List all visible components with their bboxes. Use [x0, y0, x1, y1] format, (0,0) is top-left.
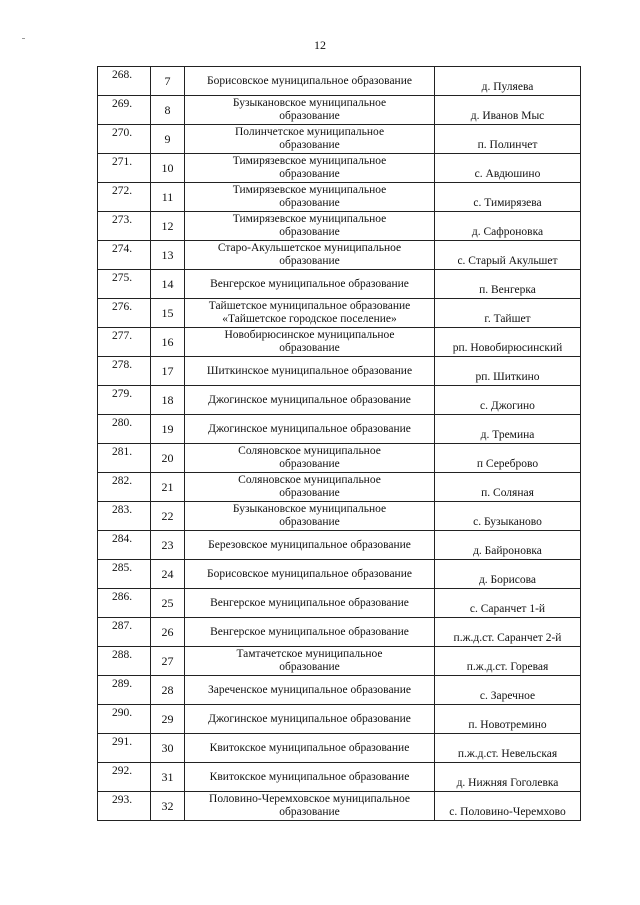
- municipality-name-line: Тимирязевское муниципальное: [232, 155, 387, 167]
- table-body: [98, 67, 581, 821]
- settlement-name: п.ж.д.ст. Горевая: [435, 647, 581, 676]
- table-row: [98, 183, 581, 212]
- table-row: [98, 386, 581, 415]
- row-number: 276.: [98, 299, 151, 328]
- row-index: 25: [151, 589, 185, 618]
- municipality-name-line: образование: [279, 197, 340, 209]
- municipality-name: [185, 154, 435, 183]
- municipality-name-line: Джогинское муниципальное образование: [208, 393, 411, 406]
- row-index: 11: [151, 183, 185, 212]
- municipality-name-line: образование: [279, 255, 340, 267]
- row-index: 29: [151, 705, 185, 734]
- row-number: 270.: [98, 125, 151, 154]
- row-index: 8: [151, 96, 185, 125]
- row-number: 280.: [98, 415, 151, 444]
- table-row: [98, 705, 581, 734]
- municipality-name-line: образование: [279, 226, 340, 238]
- municipality-name-line: Джогинское муниципальное образование: [208, 422, 411, 435]
- row-number: 292.: [98, 763, 151, 792]
- municipality-name-line: Тимирязевское муниципальное: [232, 213, 387, 225]
- row-number: 285.: [98, 560, 151, 589]
- municipality-name-line: Бузыкановское муниципальное: [232, 97, 387, 109]
- row-index: 28: [151, 676, 185, 705]
- row-number: 275.: [98, 270, 151, 299]
- municipality-name: [185, 618, 435, 647]
- row-number: 279.: [98, 386, 151, 415]
- municipality-name: [185, 734, 435, 763]
- municipality-name: [185, 183, 435, 212]
- settlement-name: д. Байроновка: [435, 531, 581, 560]
- settlement-name: п Сереброво: [435, 444, 581, 473]
- row-number: 282.: [98, 473, 151, 502]
- row-index: 16: [151, 328, 185, 357]
- municipality-name: [185, 531, 435, 560]
- settlement-name: с. Саранчет 1-й: [435, 589, 581, 618]
- municipality-name-line: Венгерское муниципальное образование: [210, 596, 409, 609]
- municipality-name: [185, 125, 435, 154]
- table-row: [98, 415, 581, 444]
- settlement-name: с. Авдюшино: [435, 154, 581, 183]
- settlement-name: д. Тремина: [435, 415, 581, 444]
- row-index: 27: [151, 647, 185, 676]
- row-number: 284.: [98, 531, 151, 560]
- table-row: [98, 328, 581, 357]
- municipality-name-line: образование: [279, 168, 340, 180]
- table-row: [98, 212, 581, 241]
- row-index: 24: [151, 560, 185, 589]
- municipality-name: [185, 212, 435, 241]
- row-index: 10: [151, 154, 185, 183]
- row-number: 291.: [98, 734, 151, 763]
- row-index: 21: [151, 473, 185, 502]
- table-row: [98, 241, 581, 270]
- row-number: 281.: [98, 444, 151, 473]
- row-number: 290.: [98, 705, 151, 734]
- page-number: 12: [314, 38, 326, 52]
- settlement-name: с. Старый Акульшет: [435, 241, 581, 270]
- municipality-name-line: Венгерское муниципальное образование: [210, 277, 409, 290]
- municipality-name: [185, 328, 435, 357]
- municipality-name-line: образование: [279, 806, 340, 818]
- municipality-name-line: образование: [279, 342, 340, 354]
- row-number: 271.: [98, 154, 151, 183]
- table-row: [98, 67, 581, 96]
- municipality-name: [185, 270, 435, 299]
- municipality-name: [185, 357, 435, 386]
- table-row: [98, 96, 581, 125]
- row-number: 288.: [98, 647, 151, 676]
- table-row: [98, 792, 581, 821]
- municipality-name-line: образование: [279, 458, 340, 470]
- municipality-name-line: Борисовское муниципальное образование: [207, 74, 412, 87]
- settlement-name: п.ж.д.ст. Невельская: [435, 734, 581, 763]
- municipality-name: [185, 415, 435, 444]
- settlement-name: п. Соляная: [435, 473, 581, 502]
- municipality-name-line: Половино-Черемховское муниципальное: [209, 793, 410, 805]
- row-index: 7: [151, 67, 185, 96]
- municipality-name: [185, 444, 435, 473]
- settlement-name: п. Новотремино: [435, 705, 581, 734]
- municipality-name: [185, 67, 435, 96]
- municipality-name: [185, 386, 435, 415]
- municipality-name-line: Зареченское муниципальное образование: [208, 683, 411, 696]
- table-row: [98, 270, 581, 299]
- settlement-name: рп. Шиткино: [435, 357, 581, 386]
- municipality-name-line: Квитокское муниципальное образование: [209, 770, 410, 783]
- settlement-name: п. Полинчет: [435, 125, 581, 154]
- settlement-name: д. Пуляева: [435, 67, 581, 96]
- row-index: 19: [151, 415, 185, 444]
- municipality-name-line: образование: [279, 487, 340, 499]
- row-number: 293.: [98, 792, 151, 821]
- row-number: 283.: [98, 502, 151, 531]
- row-index: 20: [151, 444, 185, 473]
- row-number: 273.: [98, 212, 151, 241]
- row-number: 277.: [98, 328, 151, 357]
- table-row: [98, 589, 581, 618]
- table-row: [98, 299, 581, 328]
- table-row: [98, 618, 581, 647]
- settlement-name: с. Половино-Черемхово: [435, 792, 581, 821]
- settlements-table: [97, 66, 581, 821]
- table-row: [98, 473, 581, 502]
- table-row: [98, 531, 581, 560]
- row-number: 274.: [98, 241, 151, 270]
- settlement-name: с. Бузыканово: [435, 502, 581, 531]
- row-index: 9: [151, 125, 185, 154]
- table-row: [98, 444, 581, 473]
- row-index: 23: [151, 531, 185, 560]
- table-row: [98, 125, 581, 154]
- settlement-name: с. Заречное: [435, 676, 581, 705]
- municipality-name: [185, 560, 435, 589]
- municipality-name: [185, 502, 435, 531]
- municipality-name-line: образование: [279, 661, 340, 673]
- settlement-name: с. Джогино: [435, 386, 581, 415]
- municipality-name: [185, 676, 435, 705]
- municipality-name-line: Старо-Акульшетское муниципальное: [217, 242, 402, 254]
- row-index: 14: [151, 270, 185, 299]
- municipality-name: [185, 473, 435, 502]
- settlement-name: с. Тимирязева: [435, 183, 581, 212]
- row-index: 26: [151, 618, 185, 647]
- settlement-name: п.ж.д.ст. Саранчет 2-й: [435, 618, 581, 647]
- municipality-name-line: Новобирюсинское муниципальное: [224, 329, 395, 341]
- table-row: [98, 357, 581, 386]
- settlement-name: г. Тайшет: [435, 299, 581, 328]
- municipality-name-line: Бузыкановское муниципальное: [232, 503, 387, 515]
- municipality-name: [185, 299, 435, 328]
- municipality-name: [185, 763, 435, 792]
- municipality-name-line: Тамтачетское муниципальное: [236, 648, 383, 660]
- municipality-name-line: Джогинское муниципальное образование: [208, 712, 411, 725]
- municipality-name-line: Венгерское муниципальное образование: [210, 625, 409, 638]
- row-index: 30: [151, 734, 185, 763]
- row-number: 272.: [98, 183, 151, 212]
- municipality-name: [185, 705, 435, 734]
- settlement-name: п. Венгерка: [435, 270, 581, 299]
- row-index: 12: [151, 212, 185, 241]
- municipality-name: [185, 241, 435, 270]
- municipality-name: [185, 96, 435, 125]
- municipality-name-line: Березовское муниципальное образование: [208, 538, 411, 551]
- municipality-name-line: образование: [279, 110, 340, 122]
- municipality-name-line: Тайшетское муниципальное образование: [208, 300, 411, 312]
- municipality-name-line: «Тайшетское городское поселение»: [222, 313, 397, 325]
- municipality-name-line: Тимирязевское муниципальное: [232, 184, 387, 196]
- table-row: [98, 154, 581, 183]
- municipality-name-line: Соляновское муниципальное: [238, 474, 381, 486]
- row-number: 269.: [98, 96, 151, 125]
- municipality-name: [185, 647, 435, 676]
- settlement-name: д. Борисова: [435, 560, 581, 589]
- row-index: 22: [151, 502, 185, 531]
- table-row: [98, 676, 581, 705]
- municipality-name-line: Соляновское муниципальное: [238, 445, 381, 457]
- row-number: 286.: [98, 589, 151, 618]
- municipality-name-line: образование: [279, 516, 340, 528]
- table-row: [98, 763, 581, 792]
- settlement-name: д. Нижняя Гоголевка: [435, 763, 581, 792]
- table-row: [98, 502, 581, 531]
- settlement-name: д. Иванов Мыс: [435, 96, 581, 125]
- row-index: 31: [151, 763, 185, 792]
- table-row: [98, 560, 581, 589]
- row-number: 289.: [98, 676, 151, 705]
- settlement-name: рп. Новобирюсинский: [435, 328, 581, 357]
- table-row: [98, 647, 581, 676]
- row-number: 287.: [98, 618, 151, 647]
- municipality-name-line: Борисовское муниципальное образование: [207, 567, 412, 580]
- table-row: [98, 734, 581, 763]
- municipality-name-line: Полинчетское муниципальное: [234, 126, 385, 138]
- row-index: 32: [151, 792, 185, 821]
- row-index: 18: [151, 386, 185, 415]
- municipality-name-line: Шиткинское муниципальное образование: [206, 364, 413, 377]
- row-number: 268.: [98, 67, 151, 96]
- row-index: 13: [151, 241, 185, 270]
- municipality-name-line: образование: [279, 139, 340, 151]
- municipality-name: [185, 589, 435, 618]
- settlement-name: д. Сафроновка: [435, 212, 581, 241]
- row-index: 15: [151, 299, 185, 328]
- row-number: 278.: [98, 357, 151, 386]
- row-index: 17: [151, 357, 185, 386]
- municipality-name: [185, 792, 435, 821]
- municipality-name-line: Квитокское муниципальное образование: [209, 741, 410, 754]
